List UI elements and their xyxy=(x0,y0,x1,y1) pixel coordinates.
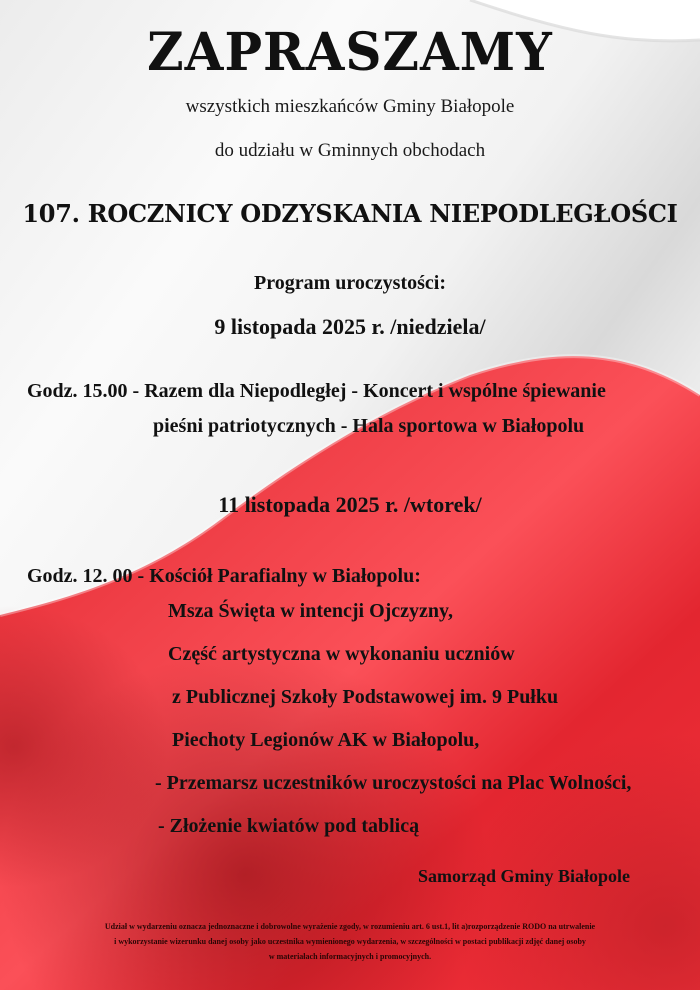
day-2-event-line: Część artystyczna w wykonaniu uczniów xyxy=(168,643,515,665)
program-label: Program uroczystości: xyxy=(254,272,446,294)
day-2-event-line: z Publicznej Szkoły Podstawowej im. 9 Pułku xyxy=(172,686,559,708)
day-1-event-line: Godz. 15.00 - Razem dla Niepodległej - Koncert i wspólne śpiewanie xyxy=(27,380,606,402)
poster-title: ZAPRASZAMY xyxy=(147,20,553,83)
day-2-date: 11 listopada 2025 r. /wtorek/ xyxy=(218,492,482,517)
consent-notice-line: w materiałach informacyjnych i promocyjnych. xyxy=(268,952,432,961)
consent-notice-line: Udział w wydarzeniu oznacza jednoznaczne i dobrowolne wyrażenie zgody, w rozumieniu art. 6 ust.1, lit a)rozporządzenie RODO na utrwalenie xyxy=(104,922,596,931)
consent-notice-line: i wykorzystanie wizerunku danej osoby jako uczestnika wymienionego wydarzenia, w szczególności w postaci publikacji zdjęć danej osoby xyxy=(114,937,586,946)
day-2-event-line: Msza Święta w intencji Ojczyzny, xyxy=(168,600,453,622)
organizer-signature: Samorząd Gminy Białopole xyxy=(418,866,631,886)
subtitle-line-1: wszystkich mieszkańców Gminy Białopole xyxy=(185,96,515,117)
anniversary-heading: 107. ROCZNICY ODZYSKANIA NIEPODLEGŁOŚCI xyxy=(22,199,678,228)
day-1-event-line: pieśni patriotycznych - Hala sportowa w Białopolu xyxy=(153,415,585,437)
day-2-event-line: - Przemarsz uczestników uroczystości na Plac Wolności, xyxy=(155,772,632,794)
day-2-event-line: - Złożenie kwiatów pod tablicą xyxy=(158,815,420,837)
subtitle-line-2: do udziału w Gminnych obchodach xyxy=(214,140,486,161)
day-2-event-line: Godz. 12. 00 - Kościół Parafialny w Białopolu: xyxy=(27,565,421,587)
day-1-date: 9 listopada 2025 r. /niedziela/ xyxy=(214,314,486,339)
rodo-consent-notice xyxy=(0,919,700,964)
day-2-event-line: Piechoty Legionów AK w Białopolu, xyxy=(172,729,480,751)
